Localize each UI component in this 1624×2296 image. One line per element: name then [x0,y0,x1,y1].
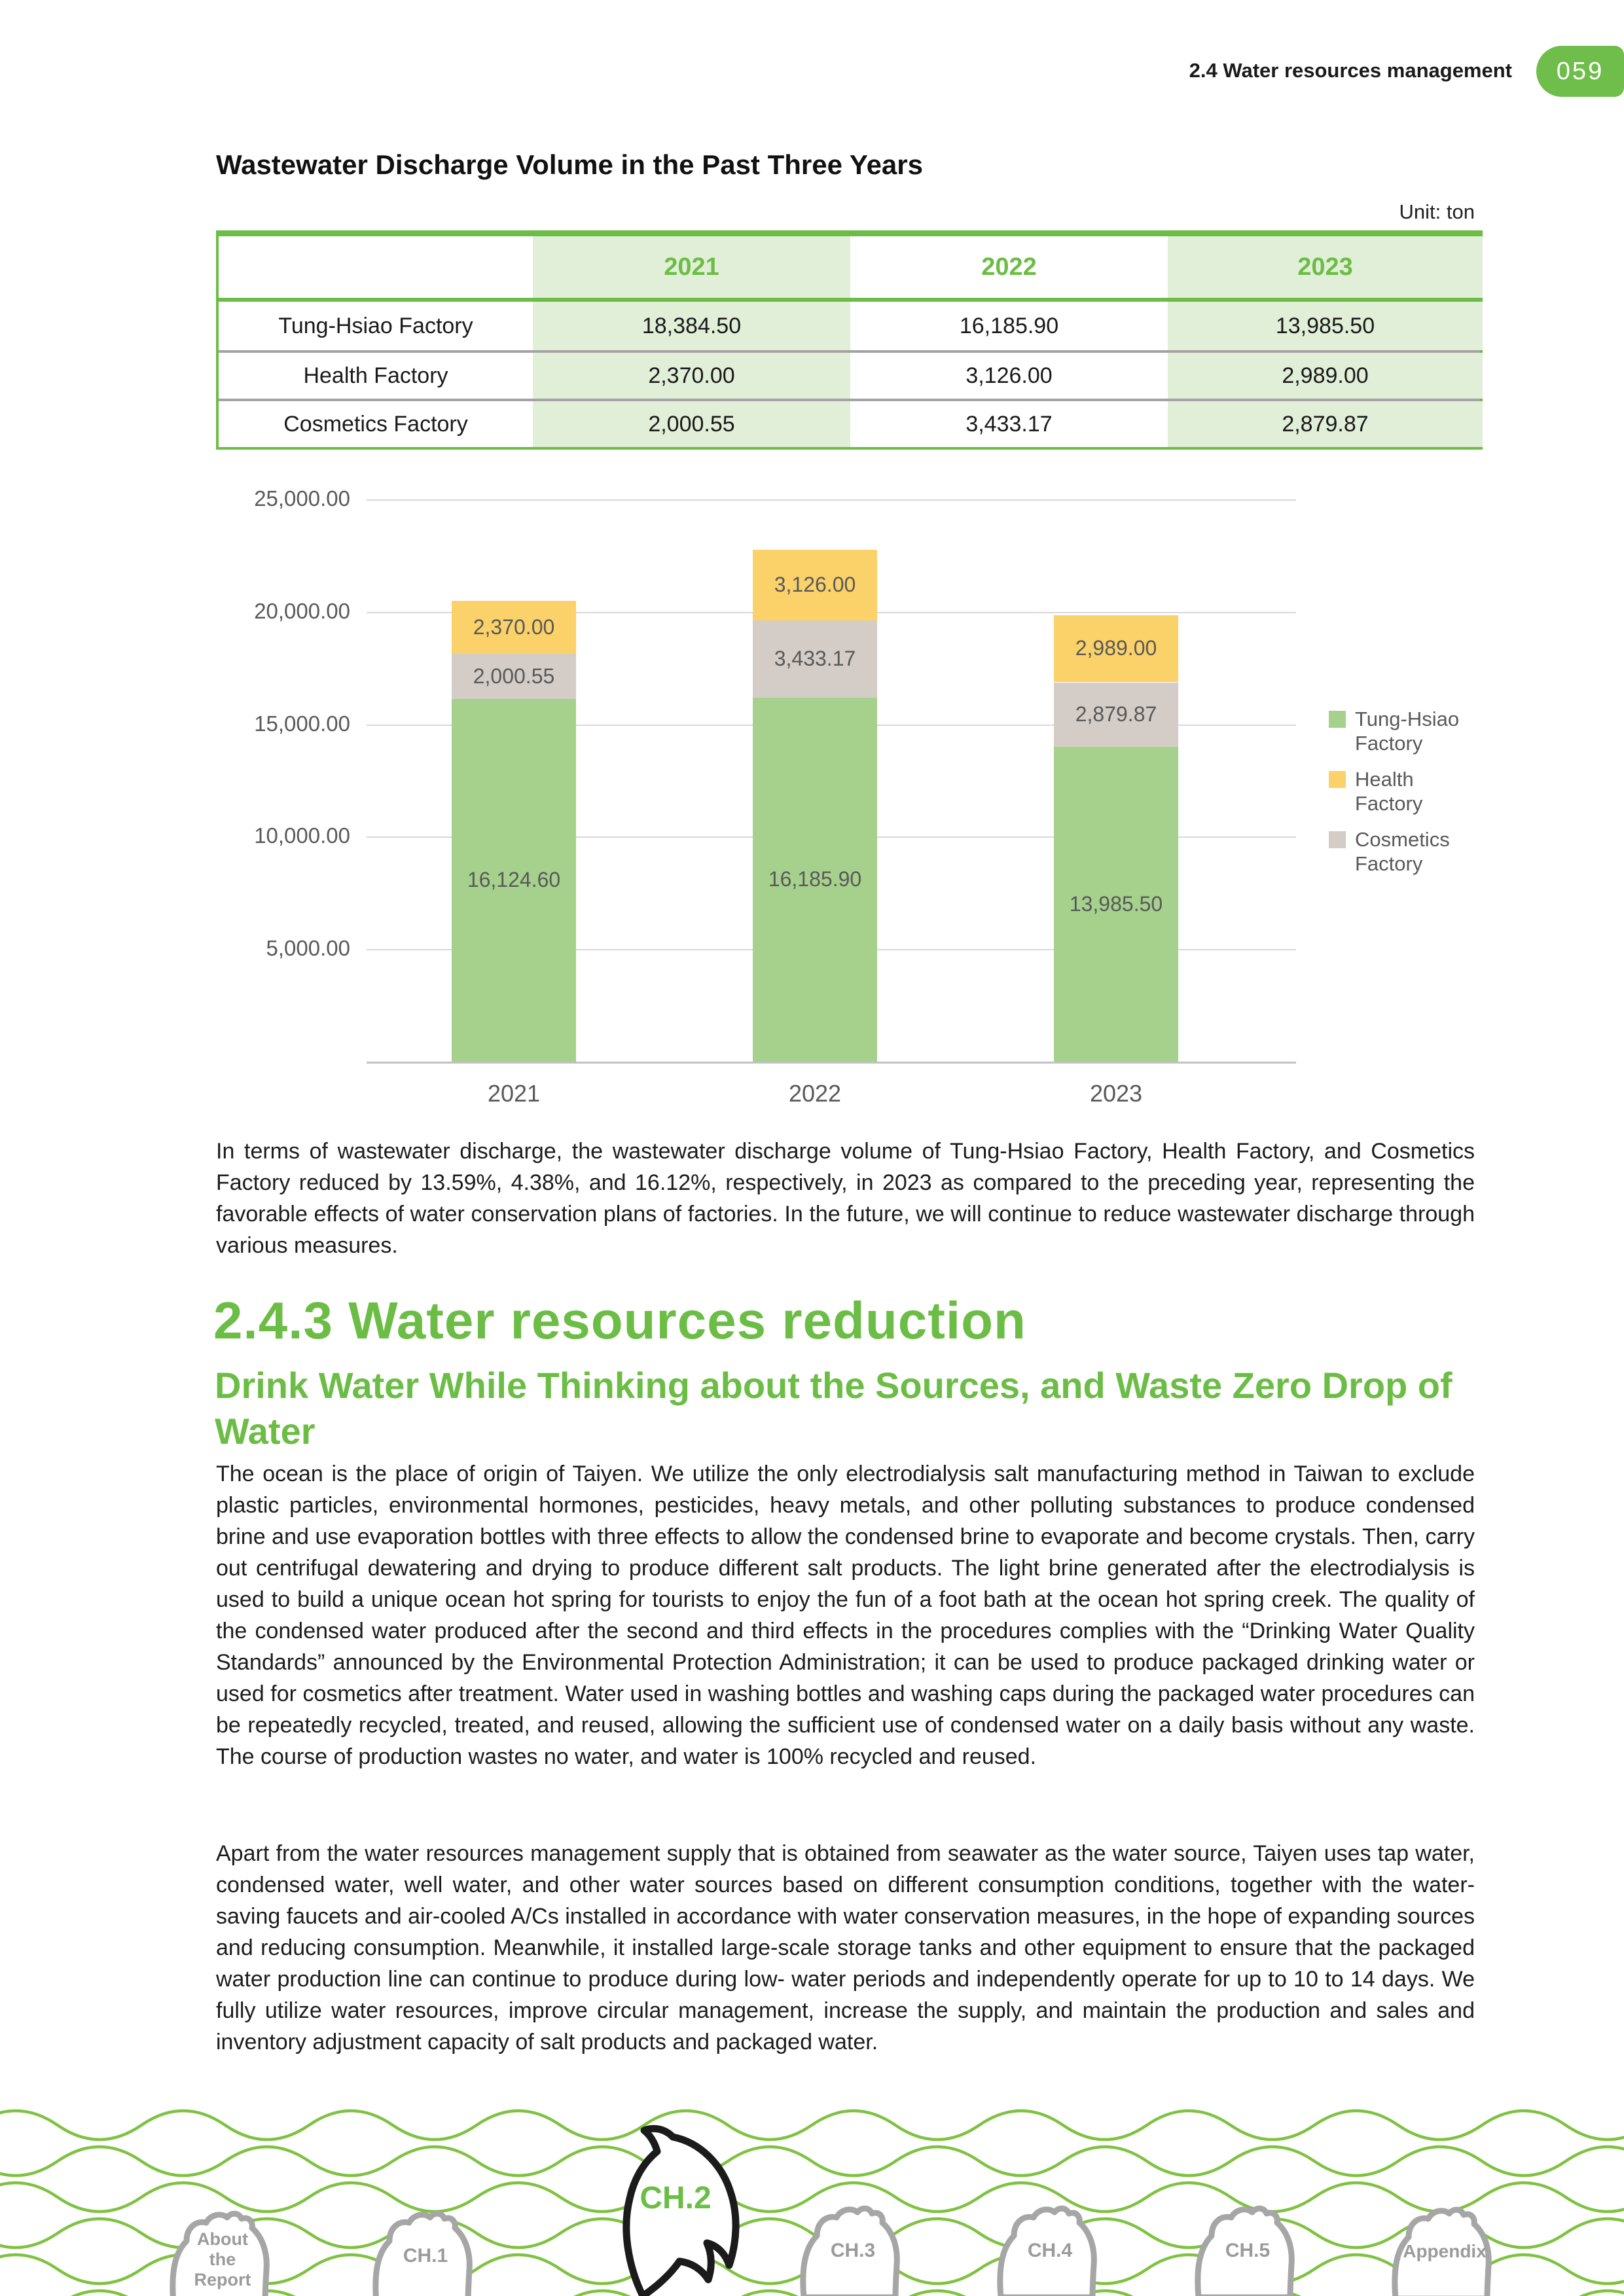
cell-value: 2,000.55 [533,401,850,447]
cell-value: 2,370.00 [533,353,850,399]
table-corner-cell [219,236,533,298]
cell-value: 16,185.90 [850,302,1168,350]
bar-value-label: 16,185.90 [768,867,862,891]
tab-appendix[interactable] [1389,2200,1500,2296]
bar-value-label: 2,000.55 [473,664,555,688]
page-number-badge [1536,46,1624,97]
legend-item [1329,707,1492,755]
y-axis-tick-label: 25,000.00 [254,486,350,511]
page-number: 059 [1556,57,1604,85]
tab-ch3[interactable] [797,2199,909,2296]
bar-value-label: 2,879.87 [1075,702,1157,726]
legend-label: Tung-Hsiao Factory [1355,708,1460,755]
cell-value: 2,989.00 [1168,353,1483,399]
legend-label: Cosmetics Factory [1355,828,1450,875]
wave-line [0,2111,1624,2140]
col-header-2023: 2023 [1168,236,1483,298]
row-label: Tung-Hsiao Factory [219,302,533,350]
bar-value-label: 2,370.00 [473,615,555,639]
y-axis-tick-label: 15,000.00 [254,711,350,736]
tab-ch1[interactable] [370,2204,481,2296]
tab-label: CH.4 [1027,2240,1073,2261]
bar-value-label: 16,124.60 [467,867,561,891]
cell-value: 3,126.00 [850,353,1168,399]
x-axis-category-label: 2023 [1089,1080,1143,1107]
tab-about-the-report[interactable] [167,2204,278,2296]
legend-item [1329,767,1492,816]
gridline [367,499,1296,501]
cell-value: 2,879.87 [1168,401,1483,447]
tab-label: CH.3 [830,2240,876,2261]
table-header-row [219,236,1480,302]
paragraph-water-sources: Apart from the water resources management supply that is obtained from seawater as the water source, Taiyen uses tap water, condensed water, well water, and other water sources based on different consumption conditions, together with the water-saving faucets and air-cooled A/Cs installed in accordance with water conservation measures, in the hope of expanding sources and reducing consumption. Meanwhile, it installed large-scale storage tanks and other equipment to ensure that the packaged water production line can continue to produce during low- water periods and independently operate for up to 10 to 14 days. We fully utilize water resources, improve circular management, increase the supply, and maintain the production and sales and inventory adjustment capacity of salt products and packaged water. [216,1841,1475,2054]
wastewater-stacked-bar-chart [216,484,1492,1126]
bar-value-label: 3,433.17 [774,646,856,670]
bar-value-label: 13,985.50 [1069,891,1163,916]
section-heading-243: 2.4.3 Water resources reduction [213,1291,1026,1350]
tab-label: CH.5 [1225,2240,1271,2261]
bar-value-label: 2,989.00 [1075,636,1157,660]
x-axis-category-label: 2021 [487,1080,541,1107]
x-axis-category-label: 2022 [788,1080,842,1107]
legend-swatch [1329,831,1346,848]
table-row [219,350,1480,399]
tab-ch5[interactable] [1192,2199,1303,2296]
unit-label: Unit: ton [1399,200,1475,223]
y-axis-tick-label: 5,000.00 [266,936,350,961]
cell-value: 13,985.50 [1168,302,1483,350]
table-row [219,399,1480,447]
paragraph-ocean-origin: The ocean is the place of origin of Taiyen. We utilize the only electrodialysis salt manufacturing method in Taiwan to exclude plastic particles, environmental hormones, pesticides, heavy metals, and other polluting substances to produce condensed brine and use evaporation bottles with three effects to allow the condensed brine to evaporate and become crystals. Then, carry out centrifugal dewatering and drying to produce different salt products. The light brine generated after the electrodialysis is used to build a unique ocean hot spring for tourists to enjoy the fun of a foot bath at the ocean hot spring creek. The quality of the condensed water produced after the second and third effects in the procedures complies with the “Drinking Water Quality Standards” announced by the Environmental Protection Administration; it can be used to produce packaged drinking water or used for cosmetics after treatment. Water used in washing bottles and washing caps during the packaged water procedures can be repeatedly recycled, treated, and reused, allowing the sufficient use of condensed water on a daily basis without any waste. The course of production wastes no water, and water is 100% recycled and reused. [216,1462,1475,1769]
wastewater-table [216,230,1483,450]
y-axis-tick-label: 10,000.00 [254,823,350,848]
section-header: 2.4 Water resources management [1189,59,1512,82]
cell-value: 3,433.17 [850,401,1168,447]
legend-label: Health Factory [1355,768,1423,815]
tab-ch4[interactable] [994,2199,1106,2296]
legend-swatch [1329,711,1346,728]
tab-label-active: CH.2 [640,2181,712,2215]
table-title: Wastewater Discharge Volume in the Past Three Years [216,149,923,180]
tab-label: Appendix [1403,2241,1487,2261]
y-axis-tick-label: 20,000.00 [254,598,350,623]
table-row [219,302,1480,350]
cell-value: 18,384.50 [533,302,850,350]
subsection-heading-drink-water: Drink Water While Thinking about the Sources, and Waste Zero Drop of Water [215,1365,1453,1452]
bar-value-label: 3,126.00 [774,573,856,597]
col-header-2021: 2021 [533,236,850,298]
tab-label: About the Report [194,2229,251,2289]
legend-item [1329,827,1492,876]
wave-line [0,2147,1624,2176]
row-label: Health Factory [219,353,533,399]
paragraph-wastewater-summary: In terms of wastewater discharge, the wastewater discharge volume of Tung-Hsiao Factory, Health Factory, and Cosmetics Factory reduced by 13.59%, 4.38%, and 16.12%, respectively, in 2023 as compared to the preceding year, representing the favorable effects of water conservation plans of factories. In the future, we will continue to reduce wastewater discharge through various measures. [216,1139,1475,1258]
x-axis-baseline [367,1062,1296,1064]
tab-ch2-active[interactable] [564,2117,787,2296]
legend-swatch [1329,771,1346,788]
tab-label: CH.1 [403,2245,448,2267]
col-header-2022: 2022 [850,236,1168,298]
row-label: Cosmetics Factory [219,401,533,447]
